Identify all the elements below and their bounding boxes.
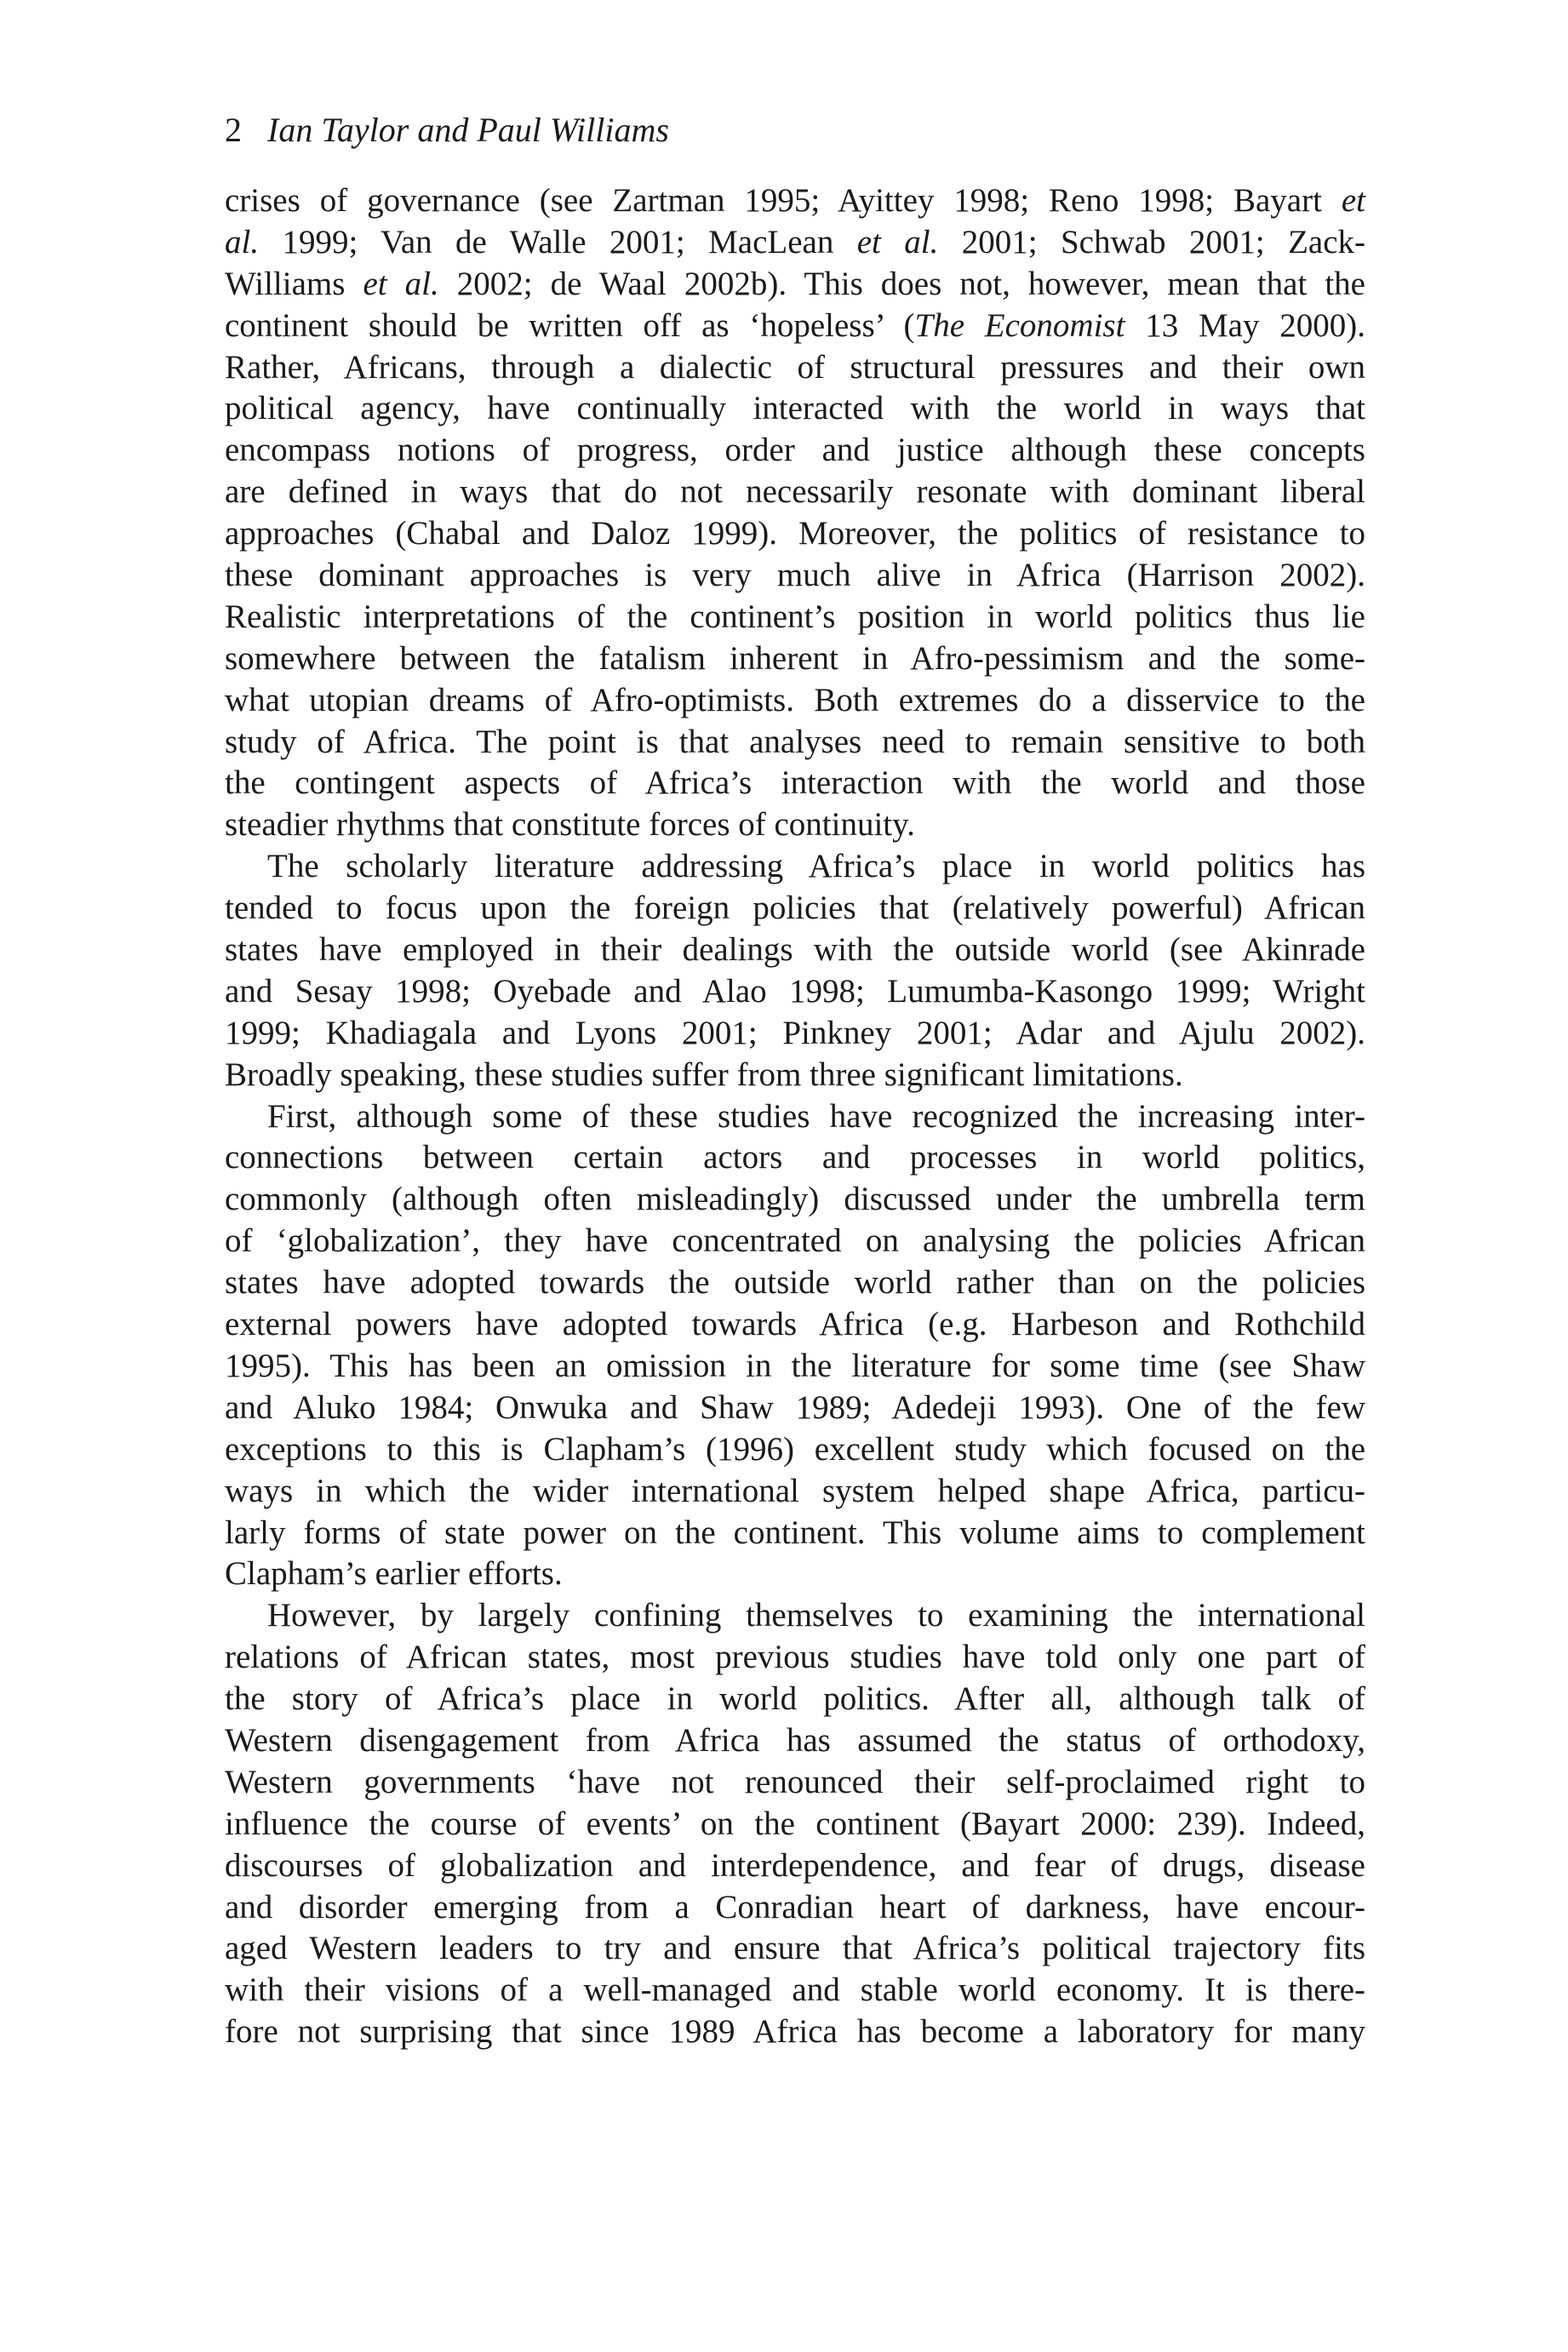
text-line: approaches (Chabal and Daloz 1999). Moreover, the politics of resistance to — [225, 515, 1365, 552]
text-line: Clapham’s earlier efforts. — [225, 1555, 563, 1593]
text-line: external powers have adopted towards Africa (e.g. Harbeson and Rothchild — [225, 1306, 1365, 1343]
text-line: the story of Africa’s place in world politics. After all, although talk of — [225, 1680, 1365, 1718]
text-line: are defined in ways that do not necessarily resonate with dominant liberal — [225, 473, 1365, 511]
text-line: exceptions to this is Clapham’s (1996) excellent study which focused on the — [225, 1430, 1365, 1468]
text-line: 1999; Khadiagala and Lyons 2001; Pinkney 2001; Adar and Ajulu 2002). — [225, 1014, 1365, 1051]
paragraph-3 — [225, 1096, 1365, 1596]
text-line: tended to focus upon the foreign policies that (relatively powerful) African — [225, 890, 1365, 927]
text-line: Rather, Africans, through a dialectic of structural pressures and their own — [225, 348, 1365, 386]
text-line: encompass notions of progress, order and justice although these concepts — [225, 432, 1365, 469]
text-line: larly forms of state power on the continent. This volume aims to complement — [225, 1514, 1365, 1551]
text-line: However, by largely confining themselves to examining the international — [267, 1597, 1365, 1634]
text-line: aged Western leaders to try and ensure that Africa’s political trajectory fits — [225, 1930, 1365, 1967]
text-line: states have employed in their dealings with the outside world (see Akinrade — [225, 931, 1365, 969]
text-line: study of Africa. The point is that analyses need to remain sensitive to both — [225, 723, 1365, 760]
text-line: states have adopted towards the outside world rather than on the policies — [225, 1264, 1365, 1302]
text-line: fore not surprising that since 1989 Africa has become a laboratory for many — [225, 2013, 1365, 2051]
text-line: commonly (although often misleadingly) discussed under the umbrella term — [225, 1181, 1365, 1218]
paragraph-2 — [225, 846, 1365, 1096]
text-line: Broadly speaking, these studies suffer from three significant limitations. — [225, 1056, 1183, 1093]
running-head-authors: Ian Taylor and Paul Williams — [267, 111, 669, 149]
text-line: political agency, have continually interacted with the world in ways that — [225, 390, 1365, 427]
text-line: Western disengagement from Africa has assumed the status of orthodoxy, — [225, 1721, 1365, 1759]
text-line: The scholarly literature addressing Africa’s place in world politics has — [267, 848, 1365, 885]
text-line: Williams et al. 2002; de Waal 2002b). This does not, however, mean that the — [225, 265, 1365, 302]
text-line: and disorder emerging from a Conradian heart of darkness, have encour- — [225, 1888, 1365, 1926]
text-line: influence the course of events’ on the continent (Bayart 2000: 239). Indeed, — [225, 1805, 1365, 1842]
text-line: 1995). This has been an omission in the literature for some time (see Shaw — [225, 1347, 1365, 1384]
text-line: the contingent aspects of Africa’s interaction with the world and those — [225, 764, 1365, 802]
text-line: and Sesay 1998; Oyebade and Alao 1998; Lumumba-Kasongo 1999; Wright — [225, 972, 1365, 1010]
text-line: steadier rhythms that constitute forces of continuity. — [225, 806, 915, 844]
text-line: of ‘globalization’, they have concentrated on analysing the policies African — [225, 1222, 1365, 1260]
text-line: Western governments ‘have not renounced their self-proclaimed right to — [225, 1763, 1365, 1800]
text-line: ways in which the wider international system helped shape Africa, particu- — [225, 1472, 1365, 1509]
text-line: these dominant approaches is very much alive in Africa (Harrison 2002). — [225, 557, 1365, 594]
text-line: somewhere between the fatalism inherent in Afro-pessimism and the some- — [225, 639, 1365, 677]
text-line: discourses of globalization and interdependence, and fear of drugs, disease — [225, 1846, 1365, 1884]
text-line: al. 1999; Van de Walle 2001; MacLean et al. 2001; Schwab 2001; Zack- — [225, 223, 1365, 260]
body-text — [225, 180, 1365, 2053]
text-line: continent should be written off as ‘hopeless’ (The Economist 13 May 2000). — [225, 306, 1365, 344]
text-line: crises of governance (see Zartman 1995; Ayittey 1998; Reno 1998; Bayart et — [225, 182, 1365, 219]
text-line: Realistic interpretations of the continent’s position in world politics thus lie — [225, 598, 1365, 635]
text-line: connections between certain actors and processes in world politics, — [225, 1139, 1365, 1176]
text-line: First, although some of these studies have recognized the increasing inter- — [267, 1097, 1365, 1135]
text-line: with their visions of a well-managed and stable world economy. It is there- — [225, 1971, 1365, 2009]
page-number: 2 — [225, 111, 242, 149]
text-line: and Aluko 1984; Onwuka and Shaw 1989; Adedeji 1993). One of the few — [225, 1388, 1365, 1426]
paragraph-4 — [225, 1595, 1365, 2053]
paragraph-1 — [225, 180, 1365, 846]
text-line: what utopian dreams of Afro-optimists. Both extremes do a disservice to the — [225, 681, 1365, 718]
text-line: relations of African states, most previous studies have told only one part of — [225, 1639, 1365, 1676]
running-head — [225, 107, 669, 153]
